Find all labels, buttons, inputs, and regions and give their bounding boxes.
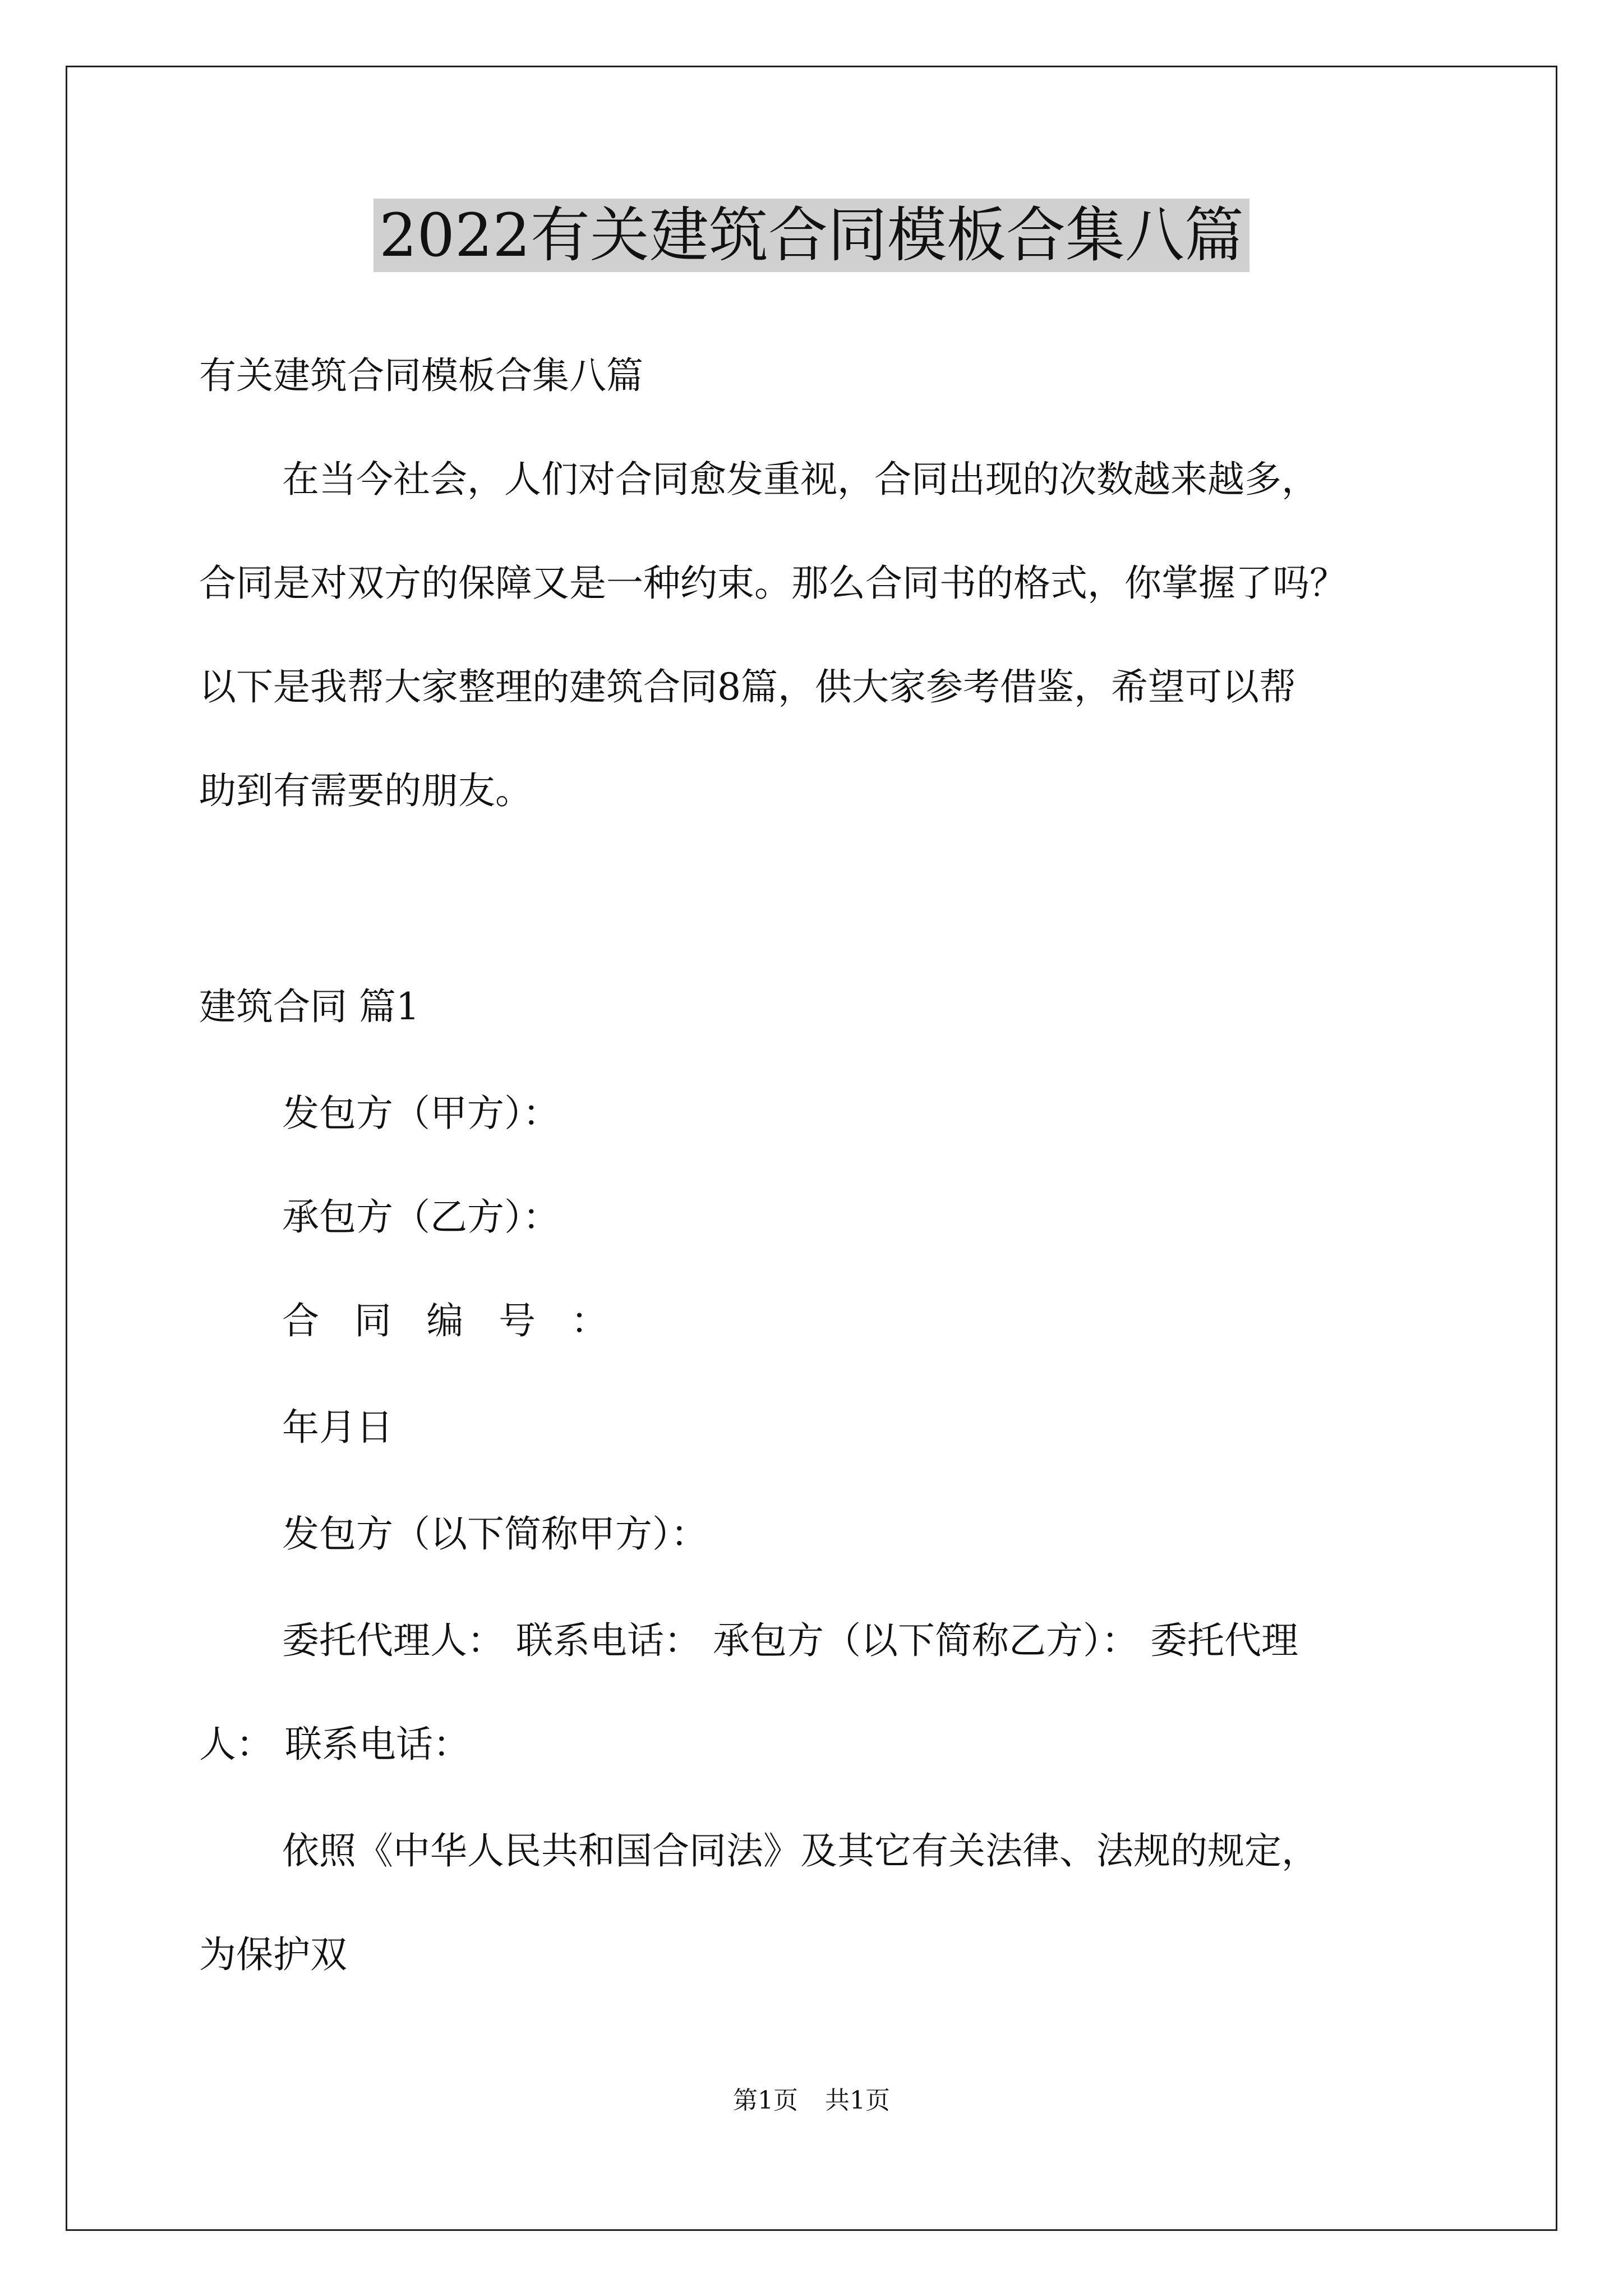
law-line-2: 为保护双	[199, 1933, 347, 1976]
section-heading: 建筑合同 篇1	[199, 985, 419, 1028]
page-total: 共1页	[825, 2086, 890, 2115]
document-title	[0, 196, 1623, 275]
party-a-field: 发包方（甲方）：	[282, 1092, 560, 1135]
page-footer	[0, 2084, 1623, 2118]
party-a-full-field: 发包方（以下简称甲方）：	[282, 1512, 708, 1556]
intro-line-3: 以下是我帮大家整理的建筑合同8篇，供大家参考借鉴，希望可以帮	[199, 665, 1296, 708]
agent-line-2: 人： 联系电话：	[199, 1723, 470, 1766]
agent-line-1: 委托代理人： 联系电话： 承包方（以下简称乙方）： 委托代理	[282, 1619, 1298, 1662]
document-title-text: 2022有关建筑合同模板合集八篇	[374, 199, 1249, 272]
intro-line-2: 合同是对双方的保障又是一种约束。那么合同书的格式，你掌握了吗？	[199, 562, 1347, 605]
intro-line-4: 助到有需要的朋友。	[199, 769, 532, 812]
contract-number-field: 合同编号：	[282, 1299, 643, 1342]
subtitle: 有关建筑合同模板合集八篇	[199, 354, 643, 397]
law-line-1: 依照《中华人民共和国合同法》及其它有关法律、法规的规定，	[282, 1829, 1318, 1872]
page-number: 第1页	[733, 2086, 798, 2115]
intro-line-1: 在当今社会，人们对合同愈发重视，合同出现的次数越来越多，	[282, 458, 1318, 501]
party-b-field: 承包方（乙方）：	[282, 1195, 560, 1239]
date-field: 年月日	[282, 1406, 393, 1449]
